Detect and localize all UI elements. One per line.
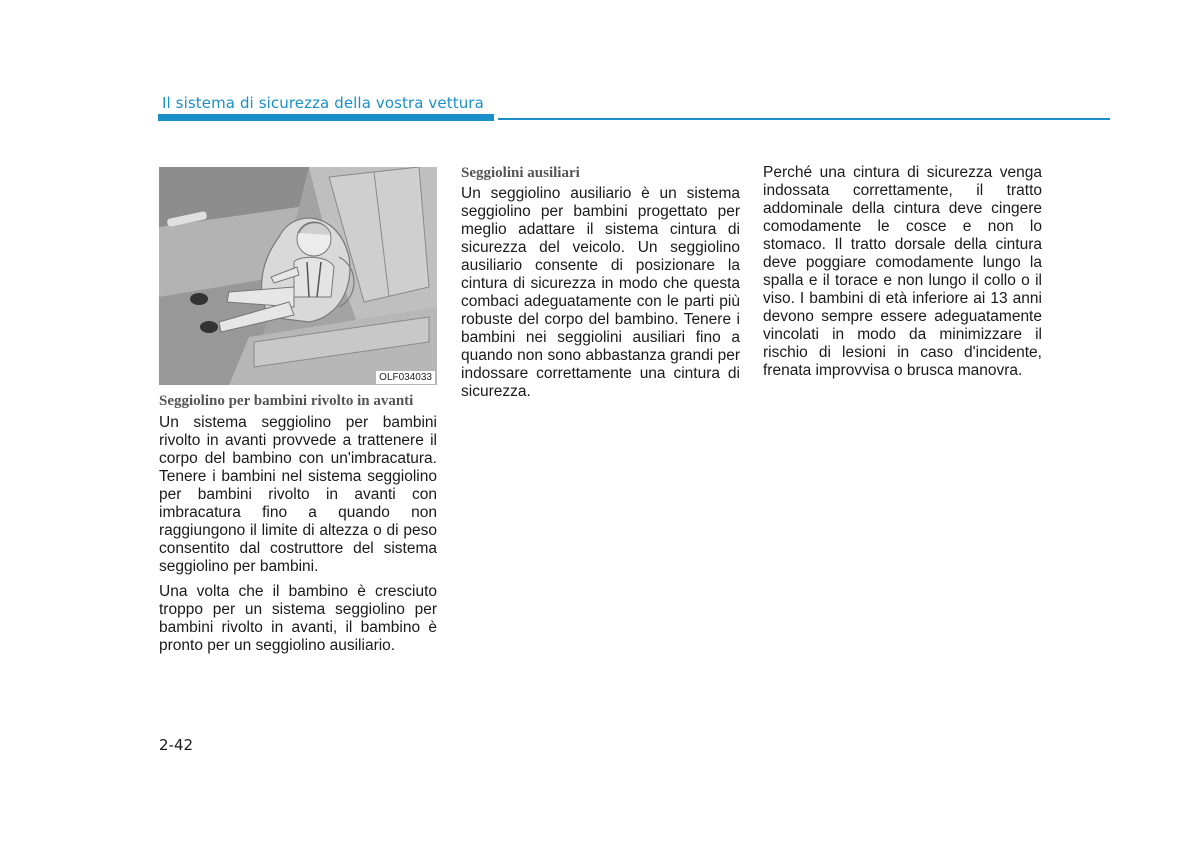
paragraph-booster-seats: Un seggiolino ausiliario è un sistema seggiolino per bambini progettato per meglio adattare il sistema cintura di sicurezza del veicolo. Un seggiolino ausiliario consente di posizionare la cintura di sicurezza in modo che questa combaci adeguatamente con le parti più robuste del corpo del bambino. Tenere i bambini nei seggiolini ausiliari fino a quando non sono abbastanza grandi per indossare correttamente una cintura di sicurezza. bbox=[461, 185, 740, 400]
column-right bbox=[763, 164, 1042, 380]
paragraph-forward-facing-1: Un sistema seggiolino per bambini rivolto in avanti provvede a trattenere il corpo del bambino con un'imbracatura. Tenere i bambini nel sistema seggiolino per bambini rivolto in avanti con imbracatura fino a quando non raggiungono il limite di altezza o di peso consentito dal costruttore del sistema seggiolino per bambini. bbox=[159, 414, 437, 575]
paragraph-forward-facing-2: Una volta che il bambino è cresciuto troppo per un sistema seggiolino per bambini rivolto in avanti, il bambino è pronto per un seggiolino ausiliario. bbox=[159, 583, 437, 654]
heading-forward-facing-seat: Seggiolino per bambini rivolto in avanti bbox=[159, 393, 414, 409]
child-forward-facing-car-seat-illustration-icon bbox=[159, 167, 437, 385]
heading-booster-seats: Seggiolini ausiliari bbox=[461, 165, 580, 181]
figure-code: OLF034033 bbox=[376, 371, 435, 384]
paragraph-belt-fit: Perché una cintura di sicurezza venga indossata correttamente, il tratto addominale della cintura deve cingere comodamente le cosce e non lo stomaco. Il tratto dorsale della cintura deve poggiare comodamente lungo la spalla e il torace e non lungo il collo o il viso. I bambini di età inferiore ai 13 anni devono sempre essere adeguatamente vincolati in modo da minimizzare il rischio di lesioni in caso d'incidente, frenata improvvisa o brusca manovra. bbox=[763, 164, 1042, 379]
column-left bbox=[159, 167, 437, 655]
child-seat-figure bbox=[159, 167, 437, 385]
section-title: Il sistema di sicurezza della vostra vettura bbox=[162, 94, 484, 112]
page-number: 2-42 bbox=[159, 736, 194, 754]
header-accent-bar bbox=[158, 114, 494, 121]
header-rule bbox=[498, 118, 1110, 120]
column-middle bbox=[461, 164, 740, 401]
